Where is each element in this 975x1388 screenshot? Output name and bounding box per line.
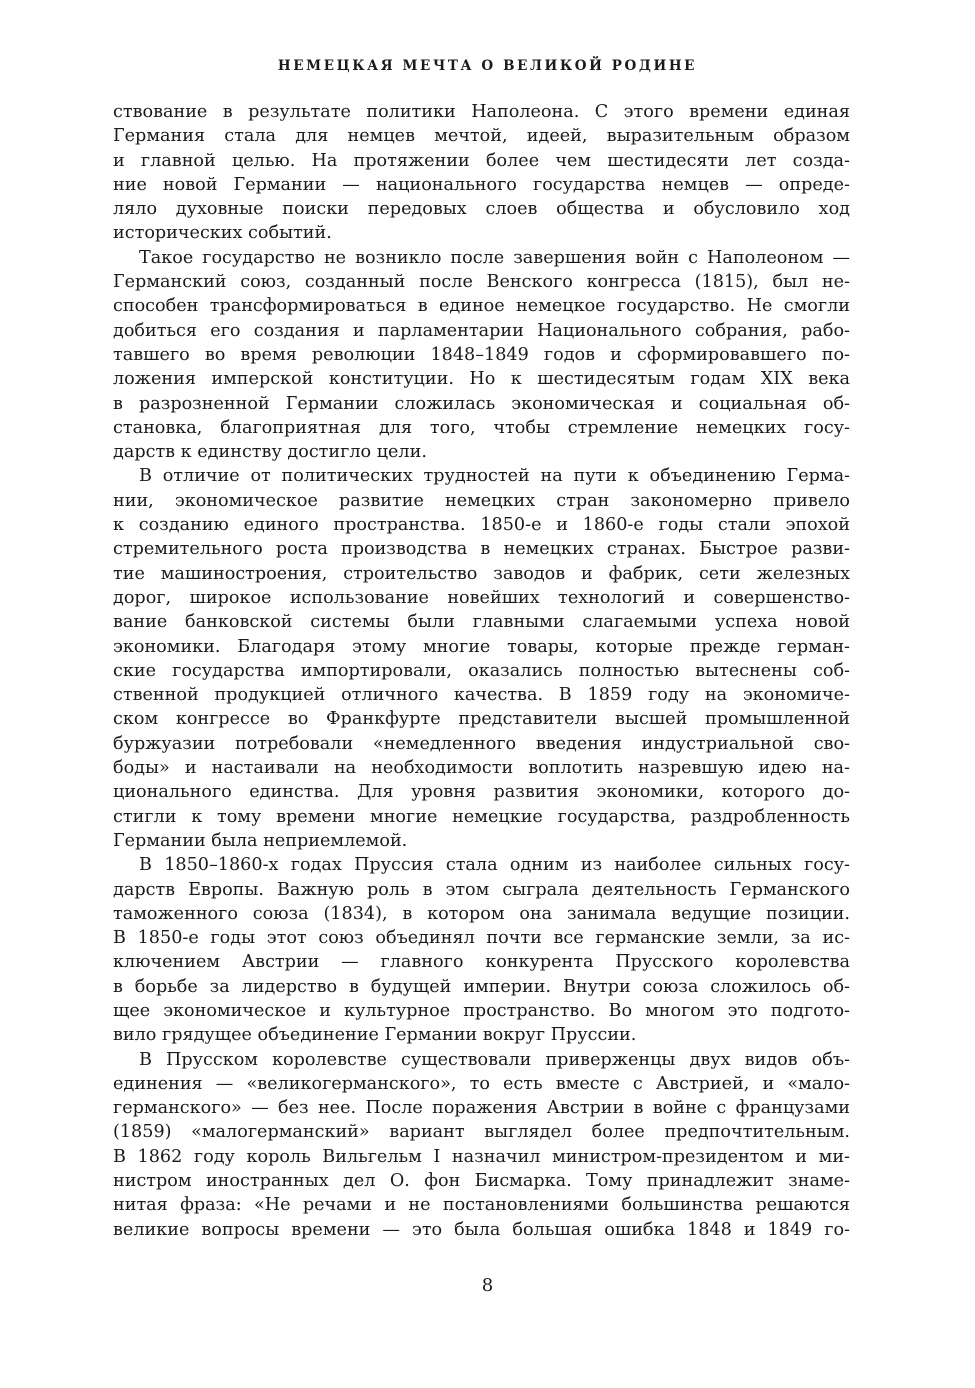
paragraph — [113, 100, 850, 246]
text-line: тавшего во время революции 1848–1849 годов и сформировавшего по- — [113, 344, 850, 365]
paragraph — [113, 853, 850, 1047]
body-text — [113, 100, 850, 1242]
text-line: способен трансформироваться в единое немецкое государство. Не смогли — [113, 296, 850, 317]
text-line: (1859) «малогерманский» вариант выглядел более предпочтительным. — [113, 1122, 850, 1143]
text-line: щее экономическое и культурное пространство. Во многом это подгото- — [113, 1000, 850, 1021]
text-line: нитая фраза: «Не речами и не постановлениями большинства решаются — [113, 1195, 850, 1216]
text-line: ложения имперской конституции. Но к шестидесятым годам XIX века — [113, 369, 850, 390]
text-line: ционального единства. Для уровня развития экономики, которого до- — [113, 782, 850, 803]
text-line: дарств Европы. Важную роль в этом сыграла деятельность Германского — [113, 879, 850, 900]
text-line: ключением Австрии — главного конкурента Прусского королевства — [113, 952, 850, 973]
text-line: В Прусском королевстве существовали приверженцы двух видов объ- — [139, 1049, 850, 1070]
paragraph — [113, 1048, 850, 1242]
text-line: к созданию единого пространства. 1850-е и 1860-е годы стали эпохой — [113, 515, 850, 536]
text-line: В 1850–1860-х годах Пруссия стала одним из наиболее сильных госу- — [139, 855, 850, 876]
text-line: таможенного союза (1834), в котором она занимала ведущие позиции. — [113, 903, 850, 924]
text-line: В 1850-е годы этот союз объединял почти все германские земли, за ис- — [113, 928, 850, 949]
text-line: дорог, широкое использование новейших технологий и совершенство- — [113, 587, 850, 608]
text-line: ствование в результате политики Наполеона. С этого времени единая — [113, 102, 850, 122]
text-line: В отличие от политических трудностей на пути к объединению Герма- — [139, 466, 850, 487]
text-line: тие машиностроения, строительство заводов и фабрик, сети железных — [113, 563, 850, 584]
text-line: Германия стала для немцев мечтой, идеей, выразительным образом — [113, 126, 850, 147]
text-line: становка, благоприятная для того, чтобы стремление немецких госу- — [113, 417, 850, 438]
text-line: экономики. Благодаря этому многие товары, которые прежде герман- — [113, 636, 850, 657]
text-line: в борьбе за лидерство в будущей империи. Внутри союза сложилось об- — [113, 976, 850, 997]
text-line: и главной целью. На протяжении более чем шестидесяти лет созда- — [113, 150, 850, 171]
text-line: единения — «великогерманского», то есть вместе с Австрией, и «мало- — [113, 1073, 850, 1094]
text-line: в разрозненной Германии сложилась экономическая и социальная об- — [113, 393, 850, 414]
text-line: нистром иностранных дел О. фон Бисмарка. Тому принадлежит знаме- — [113, 1171, 850, 1192]
text-line: стремительного роста производства в немецких странах. Быстрое разви- — [113, 539, 850, 560]
running-head: НЕМЕЦКАЯ МЕЧТА О ВЕЛИКОЙ РОДИНЕ — [277, 58, 698, 74]
paragraph — [113, 464, 850, 853]
text-line: исторических событий. — [113, 223, 332, 244]
text-line: стигли к тому времени многие немецкие государства, раздробленность — [113, 806, 850, 827]
text-line: ственной продукцией отличного качества. В 1859 году на экономиче- — [113, 685, 850, 706]
text-line: германского» — без нее. После поражения Австрии в войне с французами — [113, 1098, 850, 1119]
text-line: ском конгрессе во Франкфурте представители высшей промышленной — [113, 709, 850, 730]
text-line: дарств к единству достигло цели. — [113, 442, 427, 463]
text-line: вание банковской системы были главными слагаемыми успеха новой — [113, 612, 850, 633]
text-line: ляло духовные поиски передовых слоев общества и обусловило ход — [113, 199, 850, 220]
text-line: вило грядущее объединение Германии вокруг Пруссии. — [113, 1025, 637, 1046]
text-line: великие вопросы времени — это была большая ошибка 1848 и 1849 го- — [113, 1219, 850, 1240]
text-line: В 1862 году король Вильгельм I назначил министром-президентом и ми- — [113, 1146, 850, 1167]
text-line: ние новой Германии — национального государства немцев — опреде- — [113, 174, 850, 195]
text-line: буржуазии потребовали «немедленного введения индустриальной сво- — [113, 733, 850, 754]
paragraph — [113, 246, 850, 465]
page-number: 8 — [481, 1275, 494, 1296]
text-line: Германский союз, созданный после Венского конгресса (1815), был не- — [113, 272, 850, 293]
text-line: Германии была неприемлемой. — [113, 830, 408, 851]
text-line: Такое государство не возникло после завершения войн с Наполеоном — — [139, 247, 850, 268]
text-line: нии, экономическое развитие немецких стран закономерно привело — [113, 490, 850, 511]
text-line: ские государства импортировали, оказались полностью вытеснены соб- — [113, 660, 850, 681]
text-line: добиться его создания и парламентарии Национального собрания, рабо- — [113, 320, 850, 341]
text-line: боды» и настаивали на необходимости воплотить назревшую идею на- — [113, 758, 850, 779]
